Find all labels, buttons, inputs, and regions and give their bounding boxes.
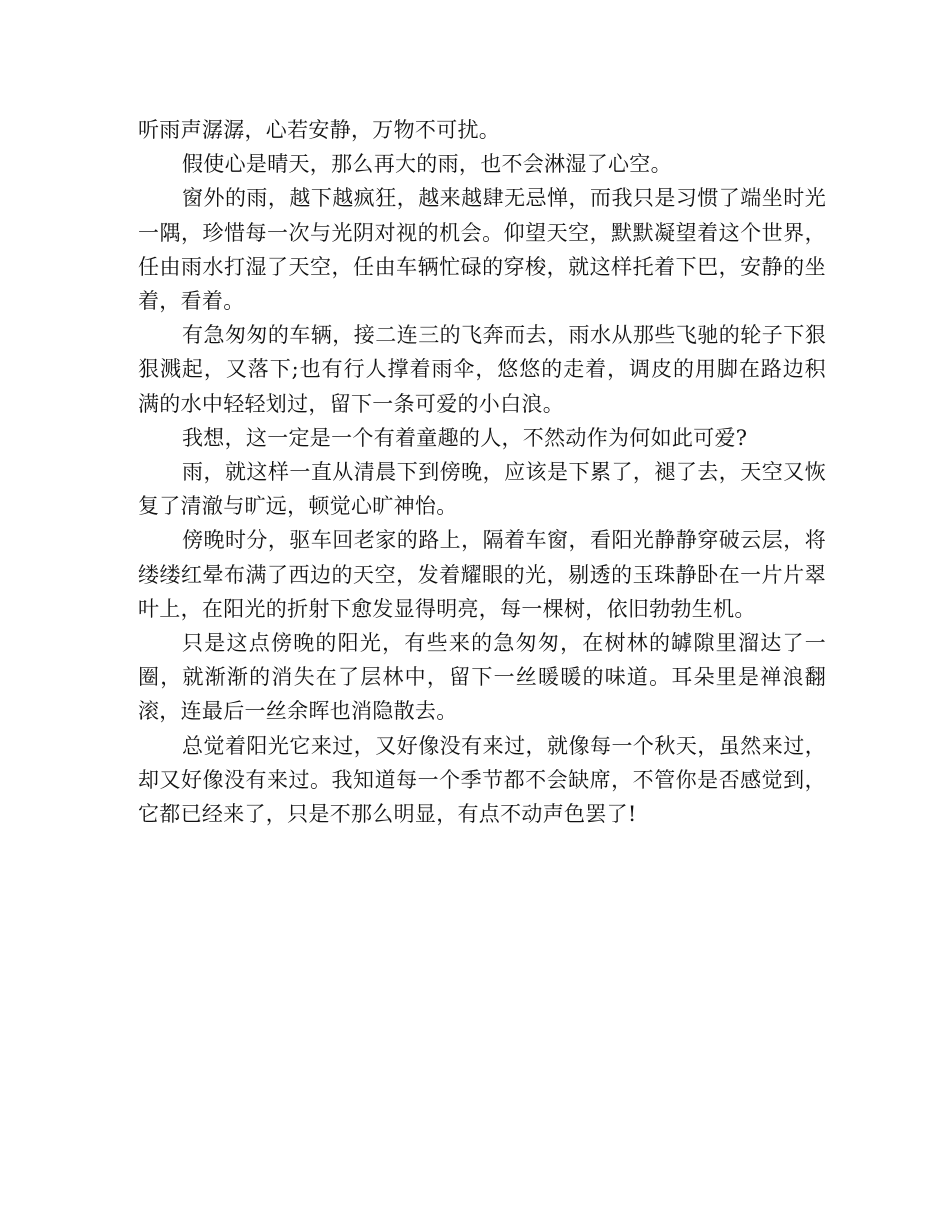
paragraph-7: 傍晚时分，驱车回老家的路上，隔着车窗，看阳光静静穿破云层，将缕缕红晕布满了西边的天空，发着耀眼的光，剔透的玉珠静卧在一片片翠叶上，在阳光的折射下愈发显得明亮，每一棵树，依旧勃勃生机。 bbox=[138, 528, 826, 621]
paragraph-4: 有急匆匆的车辆，接二连三的飞奔而去，雨水从那些飞驰的轮子下狠狠溅起，又落下;也有行人撑着雨伞，悠悠的走着，调皮的用脚在路边积满的水中轻轻划过，留下一条可爱的小白浪。 bbox=[138, 323, 826, 416]
paragraph-8: 只是这点傍晚的阳光，有些来的急匆匆，在树林的罅隙里溜达了一圈，就渐渐的消失在了层林中，留下一丝暖暖的味道。耳朵里是禅浪翻滚，连最后一丝余晖也消隐散去。 bbox=[138, 631, 826, 724]
paragraph-6: 雨，就这样一直从清晨下到傍晚，应该是下累了，褪了去，天空又恢复了清澈与旷远，顿觉心旷神怡。 bbox=[138, 460, 826, 519]
document-body bbox=[138, 113, 826, 831]
paragraph-1: 听雨声潺潺，心若安静，万物不可扰。 bbox=[138, 118, 501, 142]
paragraph-3: 窗外的雨，越下越疯狂，越来越肆无忌惮，而我只是习惯了端坐时光一隅，珍惜每一次与光阴对视的机会。仰望天空，默默凝望着这个世界，任由雨水打湿了天空，任由车辆忙碌的穿梭，就这样托着下巴，安静的坐着，看着。 bbox=[138, 186, 826, 314]
paragraph-5: 我想，这一定是一个有着童趣的人，不然动作为何如此可爱? bbox=[182, 425, 748, 450]
paragraph-2: 假使心是晴天，那么再大的雨，也不会淋湿了心空。 bbox=[182, 152, 672, 177]
paragraph-9: 总觉着阳光它来过，又好像没有来过，就像每一个秋天，虽然来过，却又好像没有来过。我知道每一个季节都不会缺席，不管你是否感觉到，它都已经来了，只是不那么明显，有点不动声色罢了! bbox=[138, 733, 826, 827]
